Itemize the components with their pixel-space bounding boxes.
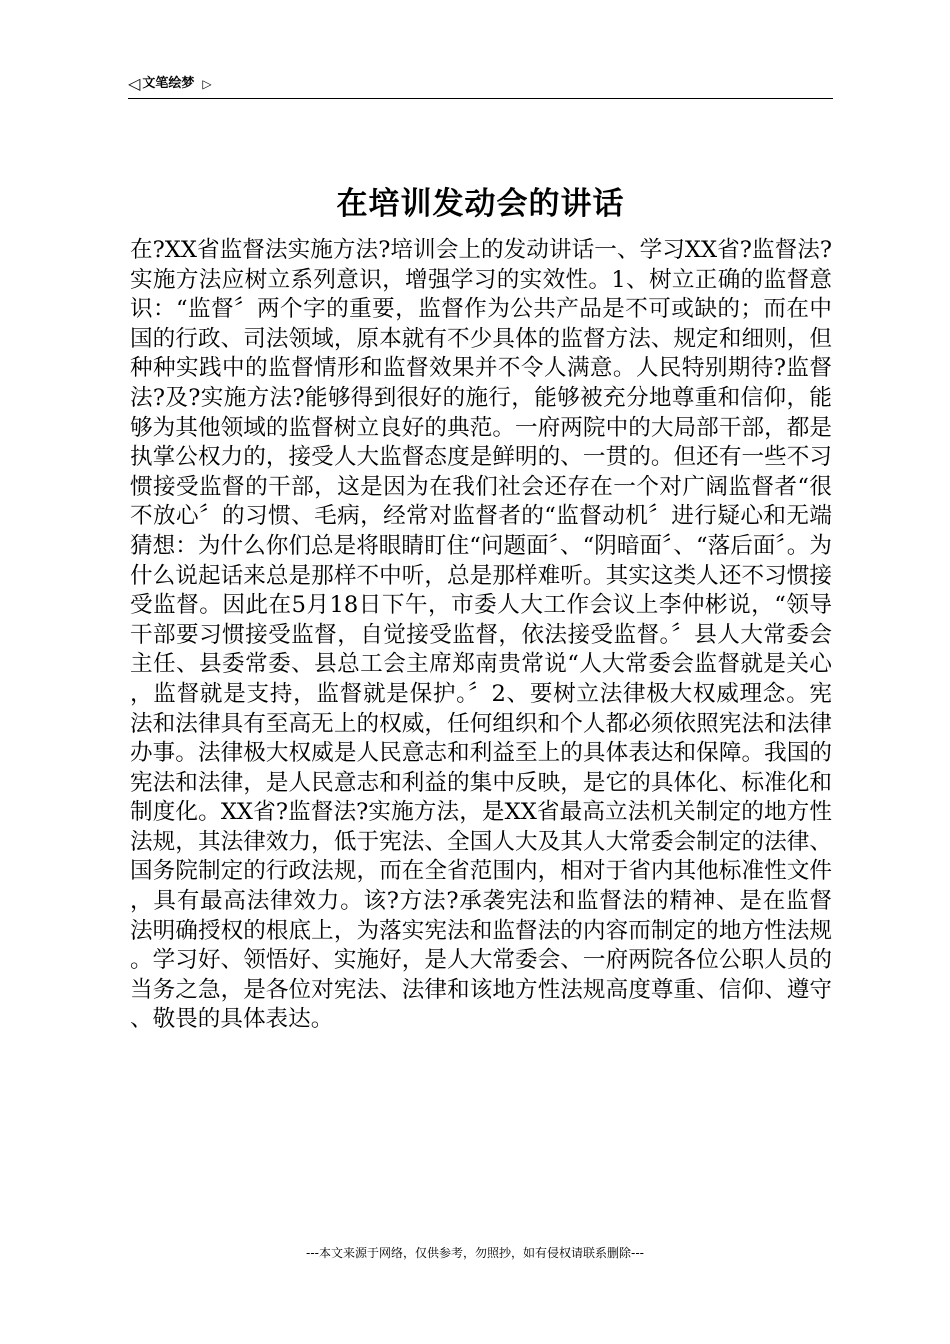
page-header — [128, 74, 833, 99]
document-title: 在培训发动会的讲话 — [336, 186, 625, 222]
triangle-left-icon: ◁ — [128, 74, 141, 93]
triangle-right-icon: ▷ — [202, 77, 212, 91]
header-brand: 文笔绘梦 — [142, 76, 195, 91]
page-footer: ---本文来源于网络，仅供参考，勿照抄，如有侵权请联系删除--- — [306, 1246, 644, 1260]
document-body: 在?XX省监督法实施方法?培训会上的发动讲话一、学习XX省?监督法?实施方法应树立系列意识，增强学习的实效性。1、树立正确的监督意识：“监督〞两个字的重要，监督作为公共产品是不可或缺的；而在中国的行政、司法领域，原本就有不少具体的监督方法、规定和细则，但种种实践中的监督情形和监督效果并不令人满意。人民特别期待?监督法?及?实施方法?能够得到很好的施行，能够被充分地尊重和信仰，能够为其他领域的监督树立良好的典范。一府两院中的大局部干部，都是执掌公权力的，接受人大监督态度是鲜明的、一贯的。但还有一些不习惯接受监督的干部，这是因为在我们社会还存在一个对广阔监督者“很不放心〞的习惯、毛病，经常对监督者的“监督动机〞进行疑心和无端猜想：为什么你们总是将眼睛盯住“问题面〞、“阴暗面〞、“落后面〞。为什么说起话来总是那样不中听，总是那样难听。其实这类人还不习惯接受监督。因此在5月18日下午，市委人大工作会议上李仲彬说，“领导干部要习惯接受监督，自觉接受监督，依法接受监督。〞县人大常委会主任、县委常委、县总工会主席郑南贵常说“人大常委会监督就是关心，监督就是支持，监督就是保护。〞2、要树立法律极大权威理念。宪法和法律具有至高无上的权威，任何组织和个人都必须依照宪法和法律办事。法律极大权威是人民意志和利益至上的具体表达和保障。我国的宪法和法律，是人民意志和利益的集中反映，是它的具体化、标准化和制度化。XX省?监督法?实施方法，是XX省最高立法机关制定的地方性法规，其法律效力，低于宪法、全国人大及其人大常委会制定的法律、国务院制定的行政法规，而在全省范围内，相对于省内其他标准性文件，具有最高法律效力。该?方法?承袭宪法和监督法的精神、是在监督法明确授权的根底上，为落实宪法和监督法的内容而制定的地方性法规。学习好、领悟好、实施好，是人大常委会、一府两院各位公职人员的当务之急，是各位对宪法、法律和该地方性法规高度尊重、信仰、遵守、敬畏的具体表达。 — [130, 237, 832, 1033]
